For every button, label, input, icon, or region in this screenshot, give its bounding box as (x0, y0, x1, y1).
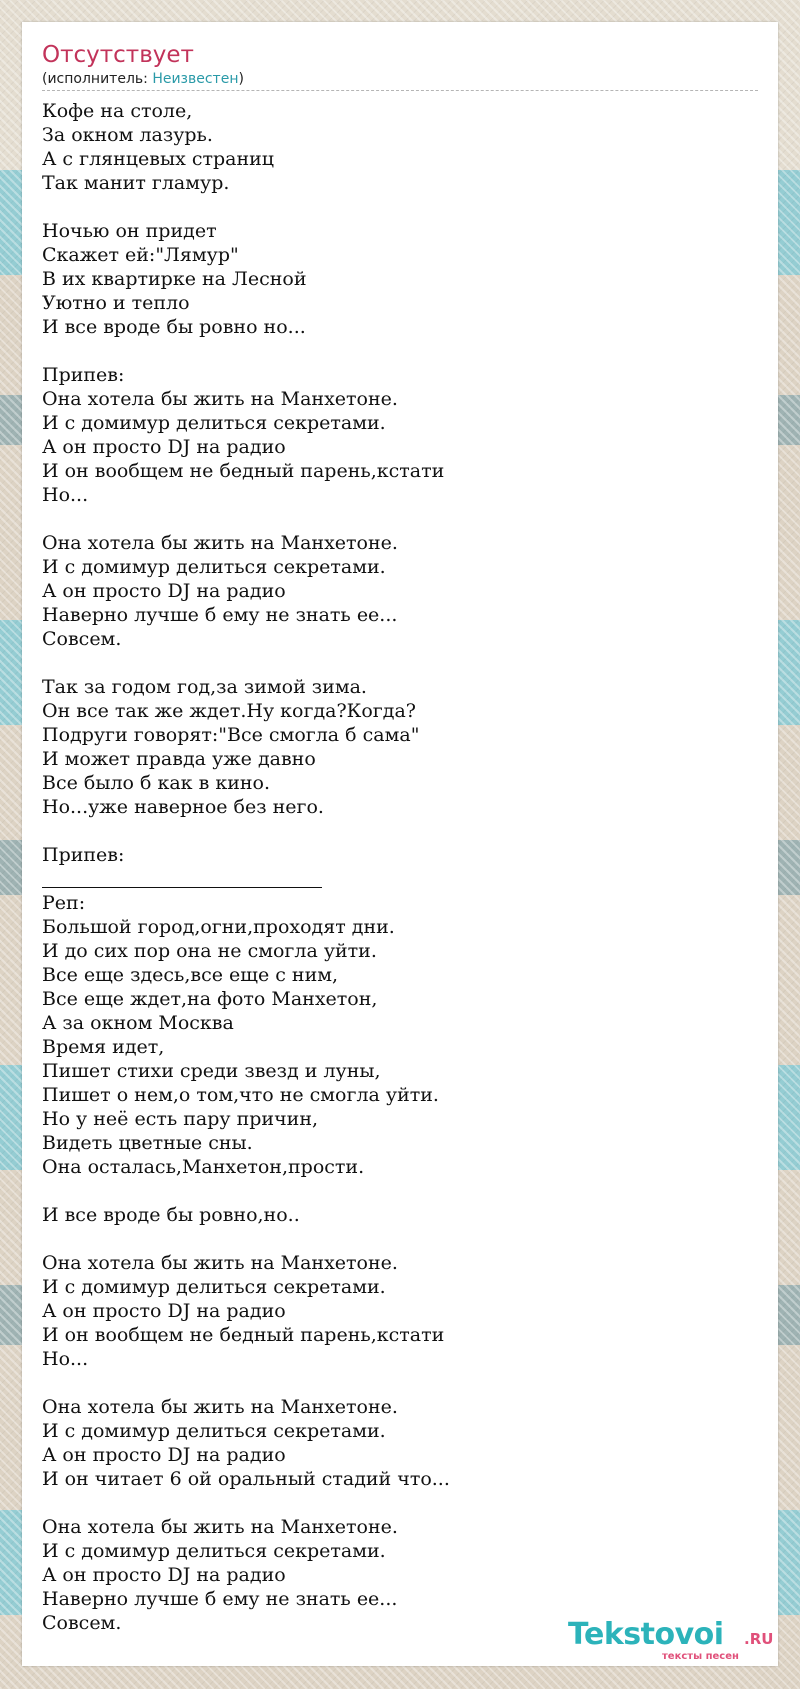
lyric-line (42, 1227, 758, 1251)
lyric-line: Она хотела бы жить на Манхетоне. (42, 1396, 398, 1418)
logo-subtitle: тексты песен (662, 1651, 739, 1662)
lyric-line: И до сих пор она не смогла уйти. (42, 940, 377, 962)
lyric-line: Припев: (42, 364, 125, 386)
song-title: Отсутствует (42, 42, 194, 68)
artist-suffix: ) (238, 71, 244, 87)
lyric-line: В их квартирке на Лесной (42, 268, 307, 290)
lyric-line: Но... (42, 1348, 89, 1370)
lyric-line: Все еще здесь,все еще с ним, (42, 964, 339, 986)
lyric-line: И он читает 6 ой оральный стадий что... (42, 1468, 450, 1490)
lyric-line: Наверно лучше б ему не знать ее... (42, 1588, 398, 1610)
lyric-line (42, 1491, 758, 1515)
lyric-line (42, 339, 758, 363)
lyric-line: Все еще ждет,на фото Манхетон, (42, 988, 378, 1010)
artist-line (42, 70, 758, 91)
lyric-line (42, 651, 758, 675)
lyric-line: Ночью он придет (42, 220, 217, 242)
lyric-line: Время идет, (42, 1036, 165, 1058)
lyric-line: Но... (42, 484, 89, 506)
lyric-line: Она осталась,Манхетон,прости. (42, 1156, 365, 1178)
lyric-line: За окном лазурь. (42, 124, 213, 146)
lyric-line: Уютно и тепло (42, 292, 190, 314)
lyric-line: Пишет о нем,о том,что не смогла уйти. (42, 1084, 439, 1106)
lyric-line: А он просто DJ на радио (42, 1300, 286, 1322)
lyric-line: И с домимур делиться секретами. (42, 1276, 386, 1298)
lyric-line: Припев: (42, 844, 125, 866)
lyric-line: И с домимур делиться секретами. (42, 1420, 386, 1442)
lyrics-card (22, 22, 778, 1666)
lyric-line: Так за годом год,за зимой зима. (42, 676, 367, 698)
lyric-line: А он просто DJ на радио (42, 1444, 286, 1466)
site-logo[interactable] (568, 1617, 774, 1668)
lyric-line: И с домимур делиться секретами. (42, 412, 386, 434)
lyric-line: Но у неё есть пару причин, (42, 1108, 319, 1130)
lyric-line: А он просто DJ на радио (42, 436, 286, 458)
lyric-line: Она хотела бы жить на Манхетоне. (42, 532, 398, 554)
lyric-line (42, 195, 758, 219)
lyric-line: Так манит гламур. (42, 172, 230, 194)
lyric-line: Реп: (42, 892, 86, 914)
lyric-line: И все вроде бы ровно,но.. (42, 1204, 300, 1226)
lyric-line: И может правда уже давно (42, 748, 316, 770)
lyric-line: Совсем. (42, 628, 122, 650)
artist-prefix: (исполнитель: (42, 71, 153, 87)
logo-wordmark: Tekstovoi (568, 1617, 724, 1652)
lyric-line: Кофе на столе, (42, 100, 193, 122)
lyric-line: И с домимур делиться секретами. (42, 1540, 386, 1562)
artist-link[interactable]: Неизвестен (152, 71, 239, 87)
lyric-line: И с домимур делиться секретами. (42, 556, 386, 578)
lyric-line: И он вообщем не бедный парень,кстати (42, 460, 445, 482)
lyric-line: И он вообщем не бедный парень,кстати (42, 1324, 445, 1346)
logo-tld: .RU (744, 1630, 774, 1648)
lyric-line: Подруги говорят:"Все смогла б сама" (42, 724, 420, 746)
lyric-line: Он все так же ждет.Ну когда?Когда? (42, 700, 416, 722)
lyric-line: Скажет ей:"Лямур" (42, 244, 239, 266)
lyric-line: Видеть цветные сны. (42, 1132, 253, 1154)
lyric-line: Она хотела бы жить на Манхетоне. (42, 388, 398, 410)
separator-line (42, 867, 322, 888)
lyric-line (42, 1371, 758, 1395)
lyrics-text (42, 99, 758, 1635)
lyric-line (42, 507, 758, 531)
lyric-line: А он просто DJ на радио (42, 580, 286, 602)
lyric-line: Пишет стихи среди звезд и луны, (42, 1060, 381, 1082)
lyric-line: Большой город,огни,проходят дни. (42, 916, 395, 938)
lyric-line (42, 819, 758, 843)
lyric-line: А с глянцевых страниц (42, 148, 275, 170)
lyric-line: А он просто DJ на радио (42, 1564, 286, 1586)
lyric-line: Она хотела бы жить на Манхетоне. (42, 1516, 398, 1538)
lyric-line: Все было б как в кино. (42, 772, 271, 794)
lyric-line: Наверно лучше б ему не знать ее... (42, 604, 398, 626)
lyric-line: Она хотела бы жить на Манхетоне. (42, 1252, 398, 1274)
lyric-line: И все вроде бы ровно но... (42, 316, 306, 338)
lyric-line: А за окном Москва (42, 1012, 234, 1034)
lyric-line (42, 867, 758, 891)
lyric-line: Но...уже наверное без него. (42, 796, 324, 818)
lyric-line: Совсем. (42, 1612, 122, 1634)
lyric-line (42, 1179, 758, 1203)
